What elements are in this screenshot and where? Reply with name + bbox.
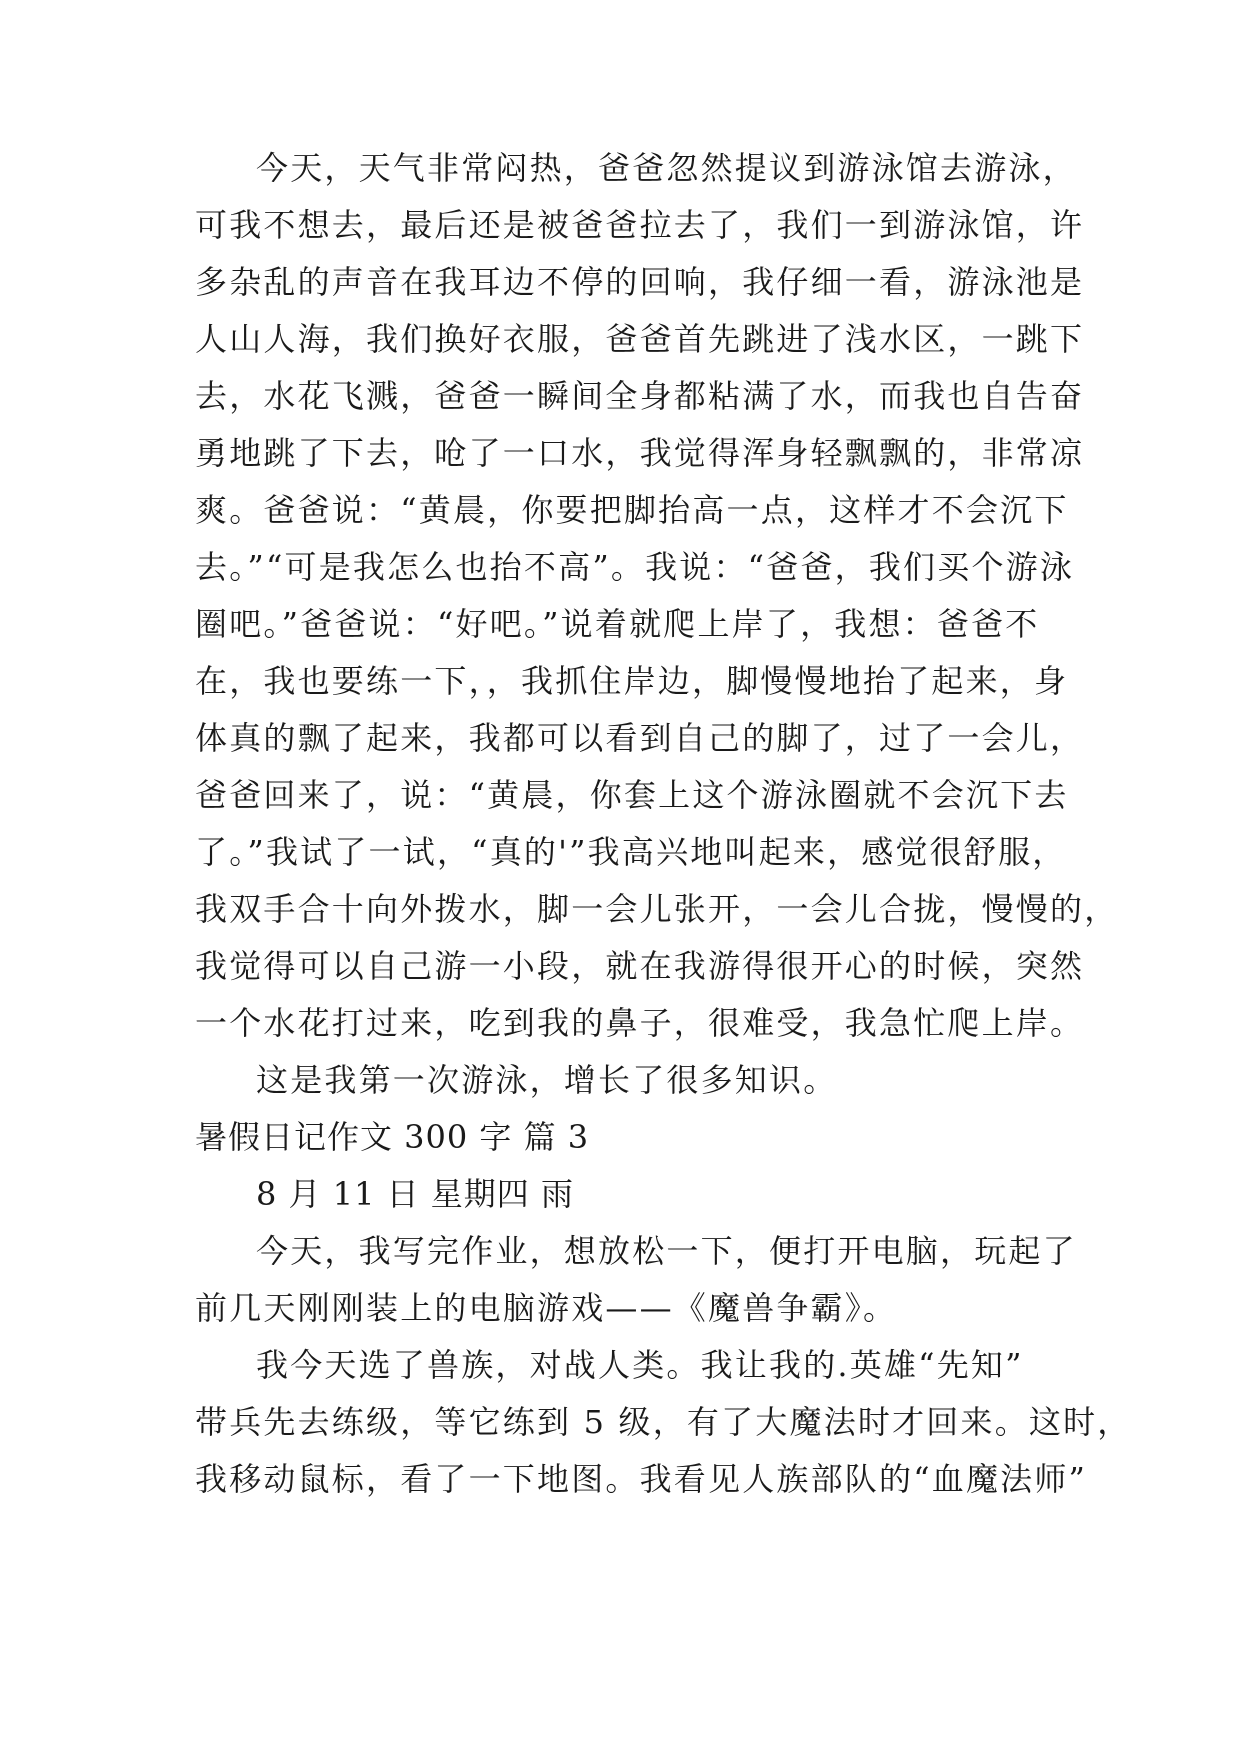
date-line: 8 月 11 日 星期四 雨 xyxy=(256,1175,574,1213)
paragraph-line: 体真的飘了起来，我都可以看到自己的脚了，过了一会儿， xyxy=(195,719,1085,757)
paragraph-line: 圈吧。”爸爸说：“好吧。”说着就爬上岸了，我想：爸爸不 xyxy=(195,605,1040,643)
paragraph-line: 前几天刚刚装上的电脑游戏——《魔兽争霸》。 xyxy=(195,1289,898,1327)
paragraph-line: 了。”我试了一试，“真的'”我高兴地叫起来，感觉很舒服， xyxy=(195,833,1067,871)
paragraph-line: 带兵先去练级，等它练到 5 级，有了大魔法时才回来。这时， xyxy=(195,1403,1132,1441)
paragraph-line: 我移动鼠标，看了一下地图。我看见人族部队的“血魔法师” xyxy=(195,1460,1088,1498)
paragraph-line: 人山人海，我们换好衣服，爸爸首先跳进了浅水区，一跳下 xyxy=(195,320,1085,358)
paragraph-line: 可我不想去，最后还是被爸爸拉去了，我们一到游泳馆，许 xyxy=(195,206,1085,244)
paragraph-line: 我今天选了兽族，对战人类。我让我的.英雄“先知” xyxy=(256,1346,1024,1384)
section-heading: 暑假日记作文 300 字 篇 3 xyxy=(195,1118,590,1156)
paragraph-line: 我双手合十向外拨水，脚一会儿张开，一会儿合拢，慢慢的， xyxy=(195,890,1119,928)
paragraph-line: 勇地跳了下去，呛了一口水，我觉得浑身轻飘飘的，非常凉 xyxy=(195,434,1085,472)
paragraph-line: 今天，我写完作业，想放松一下，便打开电脑，玩起了 xyxy=(256,1232,1077,1270)
paragraph-line: 今天，天气非常闷热，爸爸忽然提议到游泳馆去游泳， xyxy=(256,149,1077,187)
paragraph-line: 爽。爸爸说：“黄晨，你要把脚抬高一点，这样才不会沉下 xyxy=(195,491,1069,529)
paragraph-line: 爸爸回来了，说：“黄晨，你套上这个游泳圈就不会沉下去 xyxy=(195,776,1069,814)
paragraph-line: 多杂乱的声音在我耳边不停的回响，我仔细一看，游泳池是 xyxy=(195,263,1085,301)
paragraph-line: 在，我也要练一下，，我抓住岸边，脚慢慢地抬了起来，身 xyxy=(195,662,1069,700)
paragraph-line: 这是我第一次游泳，增长了很多知识。 xyxy=(256,1061,838,1099)
paragraph-line: 一个水花打过来，吃到我的鼻子，很难受，我急忙爬上岸。 xyxy=(195,1004,1085,1042)
paragraph-line: 我觉得可以自己游一小段，就在我游得很开心的时候，突然 xyxy=(195,947,1085,985)
paragraph-line: 去，水花飞溅，爸爸一瞬间全身都粘满了水，而我也自告奋 xyxy=(195,377,1085,415)
paragraph-line: 去。”“可是我怎么也抬不高”。我说：“爸爸，我们买个游泳 xyxy=(195,548,1075,586)
